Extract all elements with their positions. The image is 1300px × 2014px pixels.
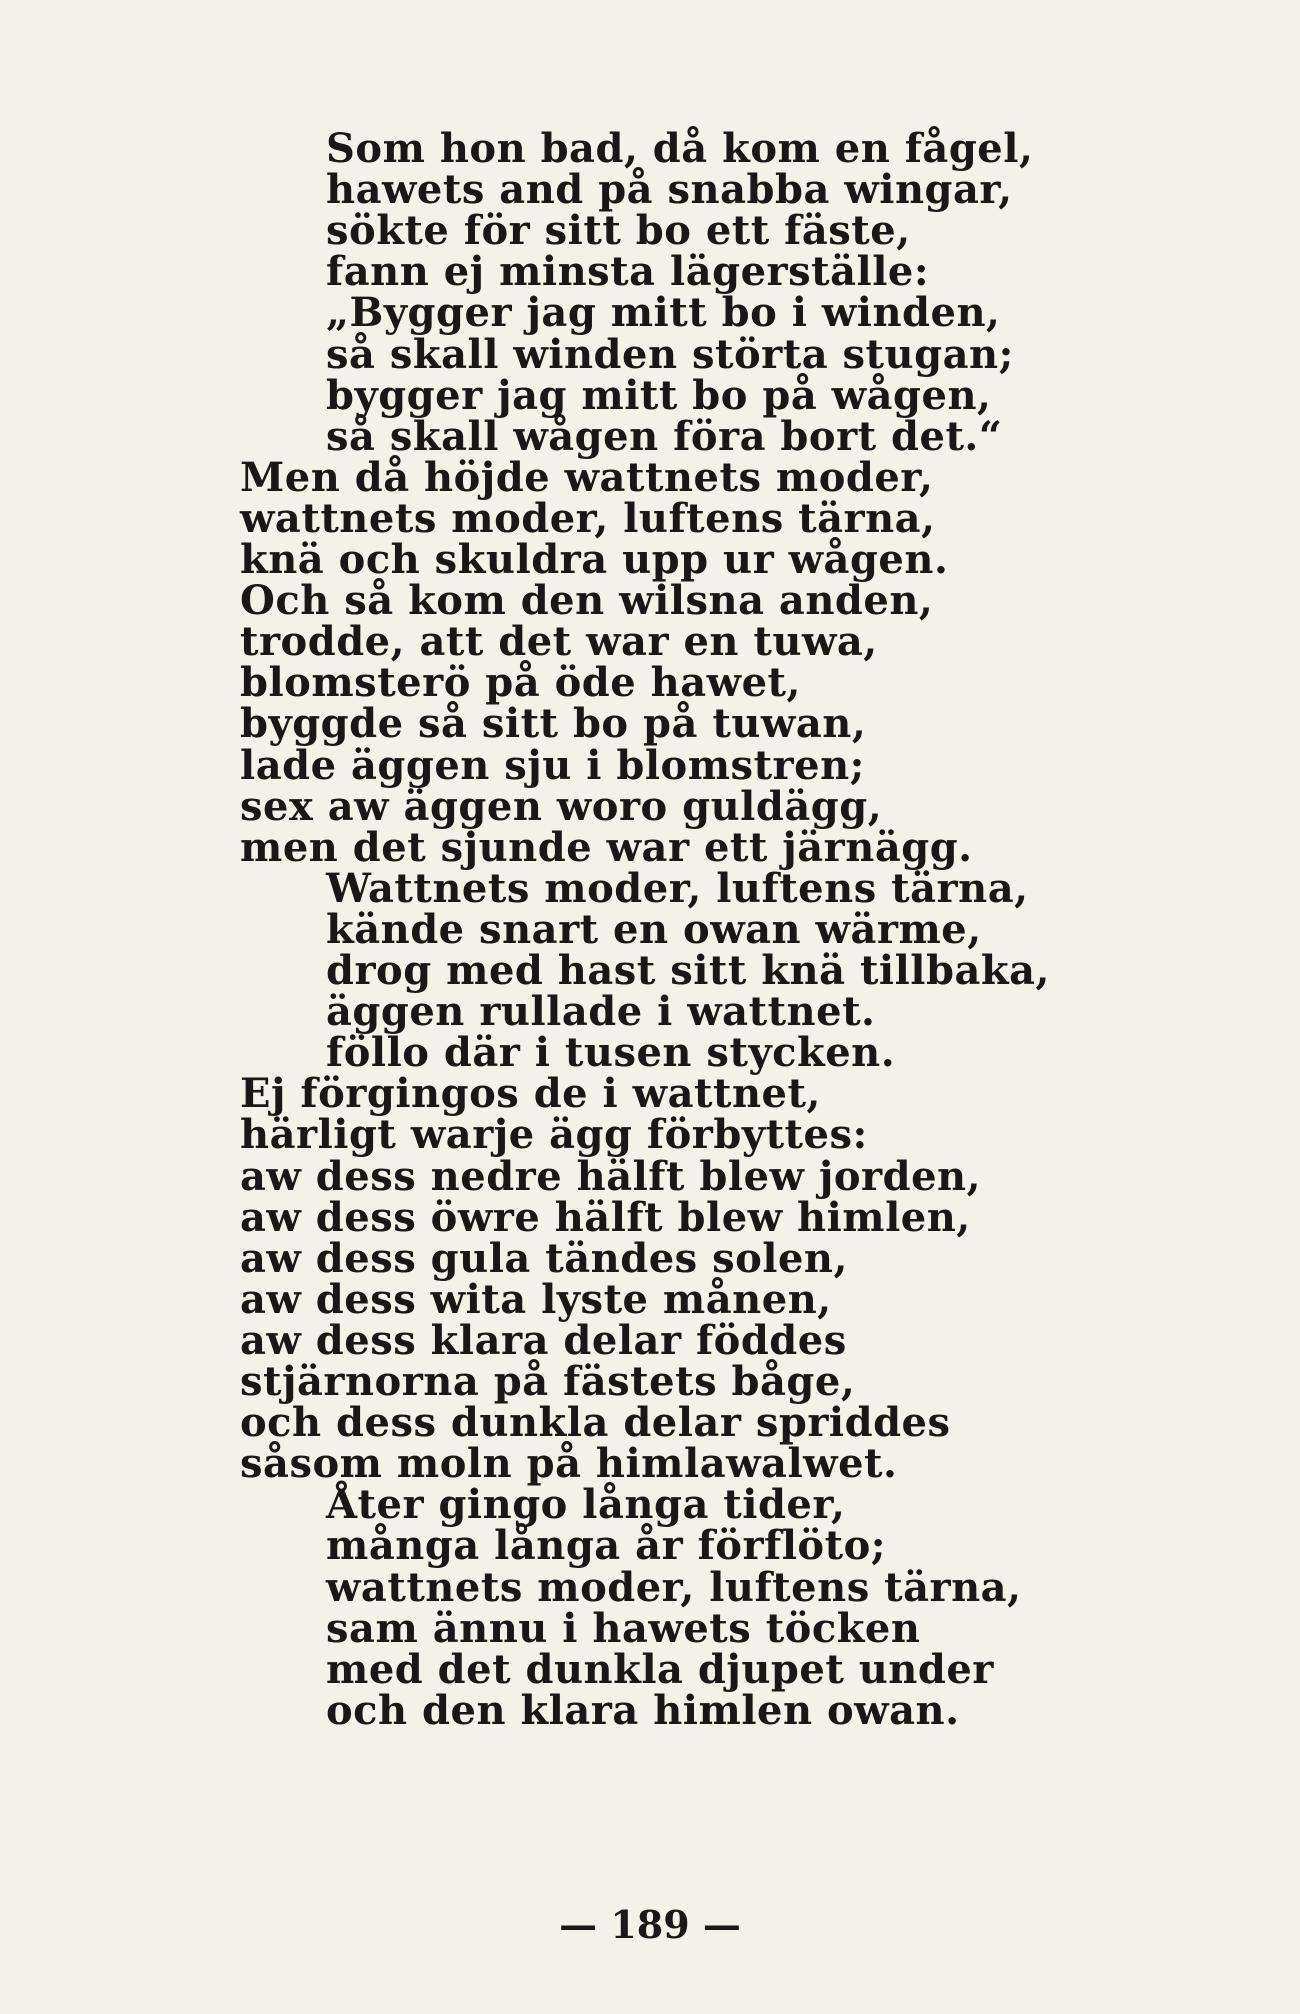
verse-line: fann ej minsta lägerställe: (326, 248, 930, 296)
verse-line: aw dess öwre hälft blew himlen, (240, 1193, 971, 1241)
verse-line: aw dess nedre hälft blew jorden, (240, 1152, 982, 1200)
verse-line: wattnets moder, luftens tärna, (326, 1563, 1022, 1611)
verse-line: bygger jag mitt bo på wågen, (326, 371, 992, 419)
verse-line: stjärnorna på fästets båge, (240, 1358, 856, 1405)
verse-line: lade äggen sju i blomstren; (240, 741, 865, 789)
verse-line: så skall wågen föra bort det.“ (326, 412, 1003, 460)
verse-line: wattnets moder, luftens tärna, (240, 494, 936, 542)
verse-line: och dess dunkla delar spriddes (240, 1399, 951, 1447)
verse-line: kände snart en owan wärme, (326, 905, 982, 953)
verse-line: trodde, att det war en tuwa, (240, 618, 878, 666)
page-number: — 189 — (559, 1902, 741, 1947)
verse-line: byggde så sitt bo på tuwan, (240, 700, 867, 748)
verse-line: „Bygger jag mitt bo i winden, (326, 289, 1001, 337)
verse-line: med det dunkla djupet under (326, 1645, 994, 1693)
verse-line: och den klara himlen owan. (326, 1686, 960, 1734)
verse-line: så skall winden störta stugan; (326, 330, 1014, 378)
verse-line: aw dess wita lyste månen, (240, 1275, 832, 1323)
verse-line: många långa år förflöto; (326, 1522, 887, 1570)
verse-line: såsom moln på himlawalwet. (240, 1440, 898, 1488)
verse-line: föllo där i tusen stycken. (326, 1029, 896, 1077)
verse-line: hawets and på snabba wingar, (326, 166, 1013, 214)
verse-line: Men då höjde wattnets moder, (240, 453, 934, 501)
verse-line: Och så kom den wilsna anden, (240, 577, 934, 625)
verse-line: Åter gingo långa tider, (326, 1481, 846, 1529)
verse-line: Wattnets moder, luftens tärna, (326, 864, 1029, 912)
verse-line: Som hon bad, då kom en fågel, (326, 125, 1034, 172)
verse-line: drog med hast sitt knä tillbaka, (326, 947, 1050, 994)
verse-line: blomsterö på öde hawet, (240, 659, 801, 707)
verse-line: aw dess gula tändes solen, (240, 1234, 848, 1282)
verse-line: knä och skuldra upp ur wågen. (240, 536, 949, 583)
verse-line: men det sjunde war ett järnägg. (240, 823, 973, 871)
verse-line: härligt warje ägg förbyttes: (240, 1111, 868, 1159)
verse-line: sökte för sitt bo ett fäste, (326, 207, 911, 255)
verse-line: Ej förgingos de i wattnet, (240, 1070, 821, 1118)
verse-line: aw dess klara delar föddes (240, 1316, 847, 1364)
verse-line: äggen rullade i wattnet. (326, 988, 876, 1036)
verse-line: sex aw äggen woro guldägg, (240, 782, 883, 830)
verse-line: sam ännu i hawets töcken (326, 1604, 921, 1652)
